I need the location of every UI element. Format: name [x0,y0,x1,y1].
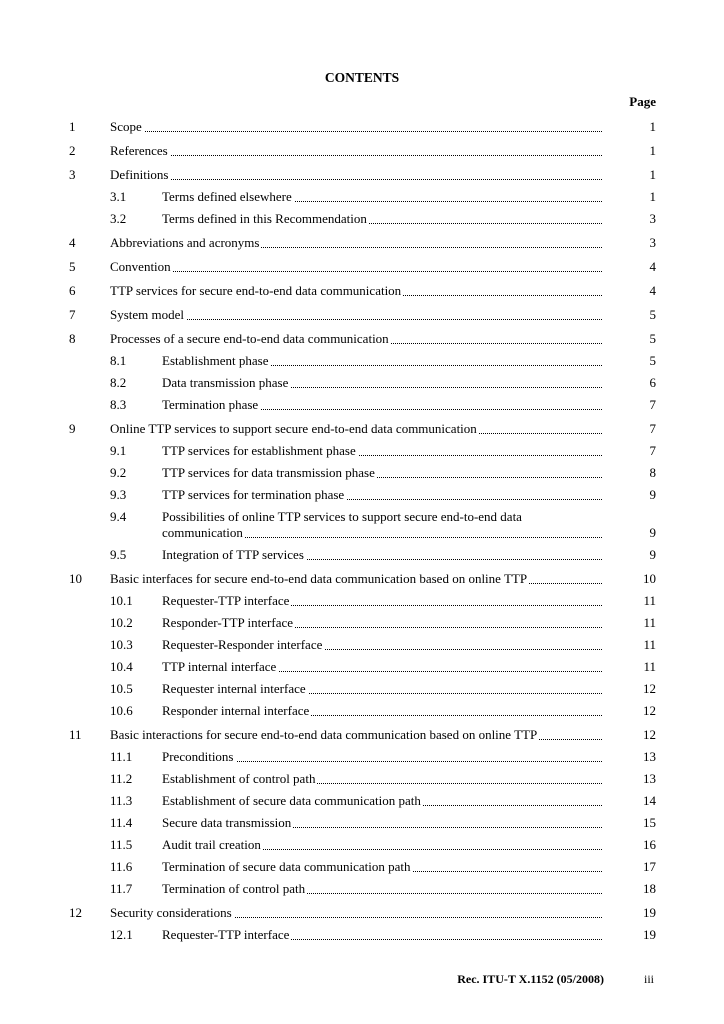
toc-entry-title-container [162,790,602,812]
dot-leader [110,179,602,180]
toc-entry-title: Termination of secure data communication path [162,859,411,874]
toc-entry-number: 10.3 [110,637,133,652]
toc-entry-title-container [162,522,602,544]
toc-entry-title: Termination phase [162,397,259,412]
toc-entry[interactable] [0,394,724,416]
toc-entry-number: 3.2 [110,211,127,226]
toc-entry-page: 12 [643,703,656,718]
toc-entry-title: Requester-TTP interface [162,593,290,608]
toc-entry-page: 4 [649,283,656,298]
toc-entry-title: Audit trail creation [162,837,261,852]
toc-entry-title: Preconditions [162,749,234,764]
toc-entry-title: communication [162,525,243,540]
toc-entry-title-container [110,724,602,746]
toc-entry-title: Processes of a secure end-to-end data communication [110,331,389,346]
toc-entry-title: TTP internal interface [162,659,277,674]
toc-entry-title: TTP services for termination phase [162,487,345,502]
toc-entry[interactable] [0,232,724,254]
toc-entry-title-container [110,256,602,278]
toc-entry-title: Responder-TTP interface [162,615,294,630]
toc-entry-number: 11.6 [110,859,133,874]
page-title: CONTENTS [324,70,400,85]
toc-entry-title: Integration of TTP services [162,547,304,562]
toc-entry[interactable] [0,506,724,544]
toc-entry-title-container [162,590,602,612]
toc-entry-number: 12 [69,905,82,920]
toc-entry[interactable] [0,902,724,924]
toc-entry-page: 7 [649,421,656,436]
toc-entry-title: Requester-TTP interface [162,927,290,942]
toc-entry-title: Responder internal interface [162,703,310,718]
toc-entry-page: 9 [649,525,656,540]
toc-entry-title: Secure data transmission [162,815,292,830]
toc-entry-title-container [162,834,602,856]
toc-entry[interactable] [0,834,724,856]
toc-entry-title-container [110,232,602,254]
toc-entry-number: 9.3 [110,487,127,502]
toc-entry-title: Requester-Responder interface [162,637,323,652]
toc-entry-title: Establishment of secure data communication path [162,793,421,808]
toc-entry-number: 11.7 [110,881,133,896]
toc-entry-page: 19 [643,927,656,942]
toc-entry-number: 3.1 [110,189,127,204]
toc-entry-page: 13 [643,771,656,786]
toc-entry-number: 1 [69,119,76,134]
toc-entry-title-container [162,856,602,878]
toc-entry[interactable] [0,328,724,350]
toc-entry-number: 11.4 [110,815,133,830]
toc-entry-title: Data transmission phase [162,375,289,390]
toc-entry-number: 9.4 [110,509,127,524]
toc-entry-title-container [162,924,602,946]
footer-recommendation: Rec. ITU-T X.1152 (05/2008) [457,972,604,986]
toc-entry-number: 10 [69,571,82,586]
toc-entry-number: 8 [69,331,76,346]
toc-entry-number: 10.6 [110,703,133,718]
toc-entry-title: Requester internal interface [162,681,306,696]
toc-entry-page: 11 [643,637,656,652]
toc-entry-number: 8.3 [110,397,127,412]
toc-entry-title-container [162,372,602,394]
toc-entry-title-container [162,656,602,678]
toc-entry[interactable] [0,350,724,372]
toc-entry-number: 9 [69,421,76,436]
toc-entry[interactable] [0,878,724,900]
toc-entry-page: 12 [643,681,656,696]
toc-entry-page: 1 [649,143,656,158]
toc-entry-number: 4 [69,235,76,250]
toc-entry-title-container [162,634,602,656]
toc-entry-title-container [162,746,602,768]
toc-entry-title-container [110,418,602,440]
toc-entry-page: 5 [649,307,656,322]
toc-entry[interactable] [0,812,724,834]
toc-entry[interactable] [0,768,724,790]
toc-entry-page: 1 [649,167,656,182]
toc-entry-title-container [162,612,602,634]
toc-entry-number: 5 [69,259,76,274]
toc-entry-title-container [162,350,602,372]
toc-entry-number: 11.5 [110,837,133,852]
toc-entry-number: 10.1 [110,593,133,608]
toc-entry-title-container [162,394,602,416]
toc-entry-title: Establishment of control path [162,771,316,786]
toc-entry-page: 11 [643,659,656,674]
toc-entry-title-container [162,812,602,834]
toc-entry[interactable] [0,634,724,656]
toc-entry-number: 10.2 [110,615,133,630]
toc-entry[interactable] [0,440,724,462]
toc-entry-page: 7 [649,397,656,412]
toc-entry-page: 5 [649,353,656,368]
toc-entry-title: TTP services for establishment phase [162,443,356,458]
toc-entry-title-container [162,462,602,484]
toc-entry-title-container [162,440,602,462]
toc-entry-page: 8 [649,465,656,480]
toc-entry[interactable] [0,612,724,634]
toc-entry-title: Security considerations [110,905,232,920]
toc-entry-title: Definitions [110,167,169,182]
toc-entry-page: 16 [643,837,656,852]
toc-entry-number: 7 [69,307,76,322]
toc-entry[interactable] [0,256,724,278]
toc-entry-title: System model [110,307,185,322]
toc-entry-title: References [110,143,168,158]
toc-entry-title: Abbreviations and acronyms [110,235,260,250]
toc-entry-title-container [162,878,602,900]
toc-entry-number: 9.1 [110,443,127,458]
toc-entry-page: 3 [649,235,656,250]
toc-entry[interactable] [0,208,724,230]
toc-entry[interactable] [0,700,724,722]
dot-leader [110,271,602,272]
toc-entry[interactable] [0,462,724,484]
toc-entry-page: 9 [649,547,656,562]
toc-entry-page: 4 [649,259,656,274]
toc-entry-title-container [162,208,602,230]
toc-entry-number: 11.1 [110,749,133,764]
toc-entry-title-container [110,328,602,350]
toc-entry-page: 12 [643,727,656,742]
toc-entry-title: Basic interfaces for secure end-to-end data communication based on online TTP [110,571,528,586]
toc-entry-title-container [162,484,602,506]
toc-entry-title-container [162,700,602,722]
toc-entry-number: 12.1 [110,927,133,942]
toc-entry-title-container [110,304,602,326]
toc-entry[interactable] [0,304,724,326]
toc-entry[interactable] [0,656,724,678]
toc-entry[interactable] [0,568,724,590]
toc-entry-number: 6 [69,283,76,298]
toc-entry[interactable] [0,724,724,746]
toc-entry-number: 10.4 [110,659,133,674]
toc-entry[interactable] [0,418,724,440]
toc-entry-title: Convention [110,259,171,274]
toc-entry[interactable] [0,678,724,700]
toc-entry[interactable] [0,164,724,186]
toc-entry-title: Termination of control path [162,881,306,896]
toc-entry-page: 13 [643,749,656,764]
toc-entry-title: Basic interactions for secure end-to-end data communication based on online TTP [110,727,538,742]
toc-entry-page: 17 [643,859,656,874]
toc-entry[interactable] [0,856,724,878]
toc-entry-number: 8.2 [110,375,127,390]
toc-entry-page: 1 [649,119,656,134]
toc-entry-page: 10 [643,571,656,586]
toc-entry-title: Terms defined in this Recommendation [162,211,367,226]
toc-entry-number: 3 [69,167,76,182]
toc-entry[interactable] [0,140,724,162]
toc-entry-number: 9.2 [110,465,127,480]
toc-entry-page: 5 [649,331,656,346]
toc-entry-page: 19 [643,905,656,920]
toc-entry-title-container [162,768,602,790]
toc-entry-title: Online TTP services to support secure end-to-end data communication [110,421,477,436]
toc-entry-title-container [162,678,602,700]
toc-entry-number: 11 [69,727,82,742]
toc-entry-title: Establishment phase [162,353,269,368]
toc-entry-title: TTP services for secure end-to-end data communication [110,283,402,298]
toc-entry-title-container [110,280,602,302]
toc-entry-number: 8.1 [110,353,127,368]
table-of-contents [0,116,724,946]
page-column-heading: Page [629,94,656,109]
toc-entry-page: 11 [643,615,656,630]
toc-entry-title-container [110,902,602,924]
toc-entry-number: 10.5 [110,681,133,696]
toc-entry-page: 7 [649,443,656,458]
dot-leader [110,131,602,132]
toc-entry-title: TTP services for data transmission phase [162,465,375,480]
toc-entry-title: Scope [110,119,142,134]
toc-entry-page: 18 [643,881,656,896]
toc-entry-page: 9 [649,487,656,502]
toc-entry-number: 11.2 [110,771,133,786]
toc-entry[interactable] [0,790,724,812]
toc-entry-page: 14 [643,793,656,808]
toc-entry[interactable] [0,544,724,566]
toc-entry[interactable] [0,186,724,208]
toc-entry[interactable] [0,590,724,612]
toc-entry[interactable] [0,484,724,506]
toc-entry-number: 11.3 [110,793,133,808]
toc-entry[interactable] [0,280,724,302]
toc-entry-title: Terms defined elsewhere [162,189,292,204]
toc-entry-title-container [110,140,602,162]
toc-entry-page: 1 [649,189,656,204]
toc-entry[interactable] [0,746,724,768]
toc-entry[interactable] [0,116,724,138]
toc-entry-page: 6 [649,375,656,390]
toc-entry-title-container [110,164,602,186]
toc-entry-number: 9.5 [110,547,127,562]
toc-entry-title-container [110,568,602,590]
toc-entry-title-line: Possibilities of online TTP services to support secure end-to-end data [162,509,522,524]
toc-entry[interactable] [0,372,724,394]
toc-entry-number: 2 [69,143,76,158]
dot-leader [110,155,602,156]
footer-page-number: iii [643,972,654,986]
toc-entry-page: 11 [643,593,656,608]
toc-entry-title-container [110,116,602,138]
toc-entry-page: 3 [649,211,656,226]
toc-entry-title-container [162,186,602,208]
toc-entry[interactable] [0,924,724,946]
toc-entry-title-container [162,544,602,566]
toc-entry-page: 15 [643,815,656,830]
